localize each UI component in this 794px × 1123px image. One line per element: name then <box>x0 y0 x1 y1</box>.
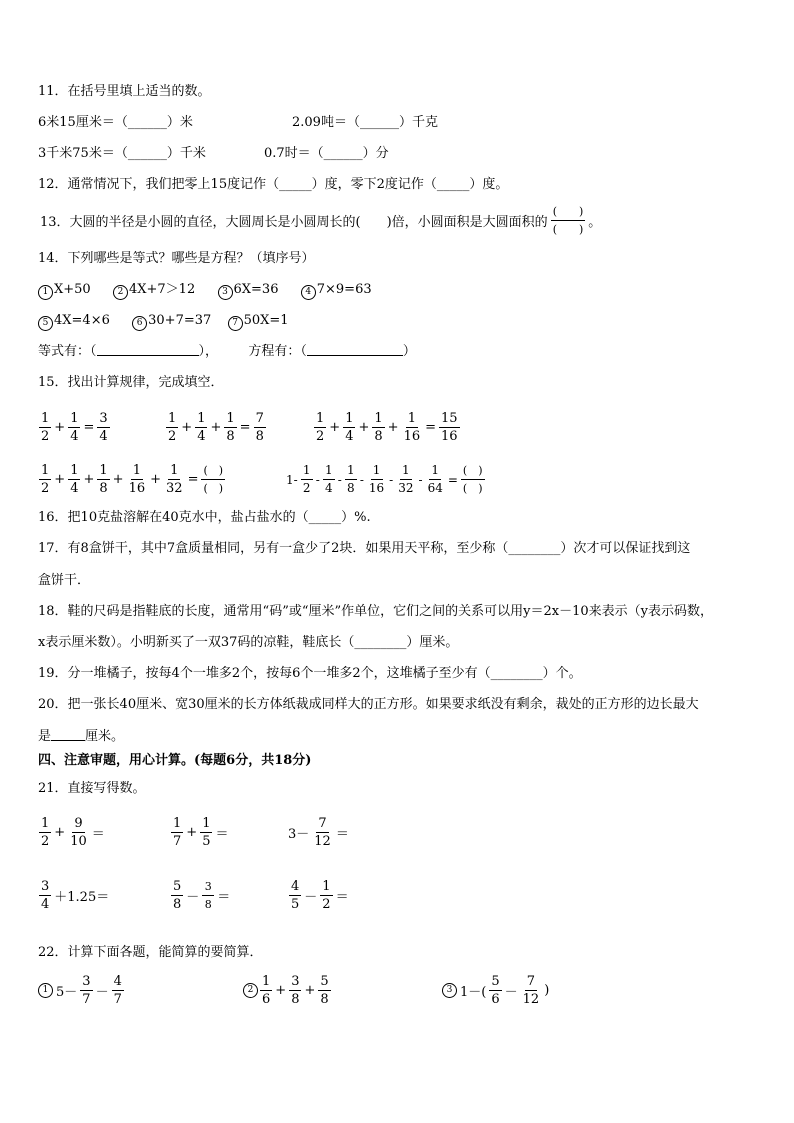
q21-title: 21．直接写得数。 <box>38 781 146 796</box>
q22-expr-2: 2 $\frac{1}{6}$ + $\frac{3}{8}$ + $\frac{5}{8}$ <box>243 973 332 1008</box>
q21-expr-6: $\frac{4}{5}$ － $\frac{1}{2}$ ＝ <box>291 879 349 912</box>
q11-item-d: 0.7时＝（______）分 <box>264 146 389 161</box>
q15-expr-5: 1- $\frac{1}{2}$ - $\frac{1}{4}$ - $\frac{1}{8}$ - $\frac{1}{16}$ - $\frac{1}{32}$ - $\frac{1}{64}$ = $\frac{( )}{( )}$ <box>286 463 483 495</box>
q13-fraction: $\frac{( )}{( )}$ <box>552 205 584 236</box>
q21-expr-4: $\frac{3}{4}$ ＋1.25＝ <box>41 879 110 912</box>
q16-text: 16．把10克盐溶解在40克水中，盐占盐水的（_____）%. <box>38 510 371 525</box>
q11-item-b: 2.09吨＝（______）千克 <box>292 115 438 130</box>
q20-line2: 是 厘米。 <box>38 729 125 744</box>
q14-options-row2: 5 4X=4×6 6 30+7=37 7 50X=1 <box>38 312 289 331</box>
q14-options-row1: 1 X+50 2 4X+7＞12 3 6X=36 4 7×9=63 <box>38 281 372 300</box>
q21-expr-3: 3－ $\frac{7}{12}$ ＝ <box>288 816 349 849</box>
q21-expr-1: $\frac{1}{2}$ + $\frac{9}{10}$ ＝ <box>41 816 105 849</box>
q17-line2: 盒饼干． <box>38 573 91 588</box>
q15-expr-2: $\frac{1}{2}$ + $\frac{1}{4}$ + $\frac{1}{8}$ = $\frac{7}{8}$ <box>168 411 264 444</box>
q18-line2: x表示厘米数）。小明新买了一双37码的凉鞋，鞋底长（________）厘米。 <box>38 635 459 650</box>
q19-text: 19．分一堆橘子，按每4个一堆多2个，按每6个一堆多2个，这堆橘子至少有（________）个。 <box>38 666 582 681</box>
section4-heading: 四、注意审题，用心计算。(每题6分，共18分) <box>38 753 312 768</box>
q13-row: 13．大圆的半径是小圆的直径，大圆周长是小圆周长的( )倍，小圆面积是大圆面积的 $\frac{( )}{( )}$ 。 <box>40 205 602 236</box>
q15-title: 15．找出计算规律，完成填空． <box>38 375 224 390</box>
q21-expr-5: $\frac{5}{8}$ － $\frac{3}{8}$ ＝ <box>173 879 231 912</box>
q15-expr-4: $\frac{1}{2}$ + $\frac{1}{4}$ + $\frac{1}{8}$ + $\frac{1}{16}$ + $\frac{1}{32}$ = $\frac{( )}{( )}$ <box>41 463 224 496</box>
q22-expr-1: 1 5－ $\frac{3}{7}$ － $\frac{4}{7}$ <box>38 973 125 1008</box>
q15-expr-1: $\frac{1}{2}$ + $\frac{1}{4}$ = $\frac{3}{4}$ <box>41 411 108 444</box>
q20-line1: 20．把一张长40厘米、宽30厘米的长方体纸裁成同样大的正方形。如果要求纸没有剩余，裁处的正方形的边长最大 <box>38 697 699 712</box>
q11-item-c: 3千米75米＝（______）千米 <box>38 146 206 161</box>
q14-answer-row: 等式有：（ ）， 方程有：（ ） <box>38 344 416 359</box>
q18-line1: 18．鞋的尺码是指鞋底的长度，通常用“码”或“厘米”作单位，它们之间的关系可以用y＝2x－10来表示（y表示码数， <box>38 604 713 619</box>
q13-text: 13．大圆的半径是小圆的直径，大圆周长是小圆周长的( )倍，小圆面积是大圆面积的 <box>40 215 548 230</box>
q17-line1: 17．有8盒饼干，其中7盒质量相同，另有一盒少了2块．如果用天平称，至少称（________）次才可以保证找到这 <box>38 541 691 556</box>
q14-title: 14．下列哪些是等式？哪些是方程？（填序号） <box>38 251 315 266</box>
q12-text: 12．通常情况下，我们把零上15度记作（_____）度，零下2度记作（_____）度。 <box>38 177 509 192</box>
q22-expr-3: 3 1－( $\frac{5}{6}$ － $\frac{7}{12}$ ) <box>442 973 551 1008</box>
q11-item-a: 6米15厘米＝（______）米 <box>38 115 193 130</box>
q21-expr-2: $\frac{1}{7}$ + $\frac{1}{5}$ ＝ <box>173 816 229 849</box>
q22-title: 22．计算下面各题，能简算的要简算． <box>38 945 263 960</box>
q11-title: 11．在括号里填上适当的数。 <box>38 84 211 99</box>
q15-expr-3: $\frac{1}{2}$ + $\frac{1}{4}$ + $\frac{1}{8}$ + $\frac{1}{16}$ = $\frac{15}{16}$ <box>316 411 458 444</box>
